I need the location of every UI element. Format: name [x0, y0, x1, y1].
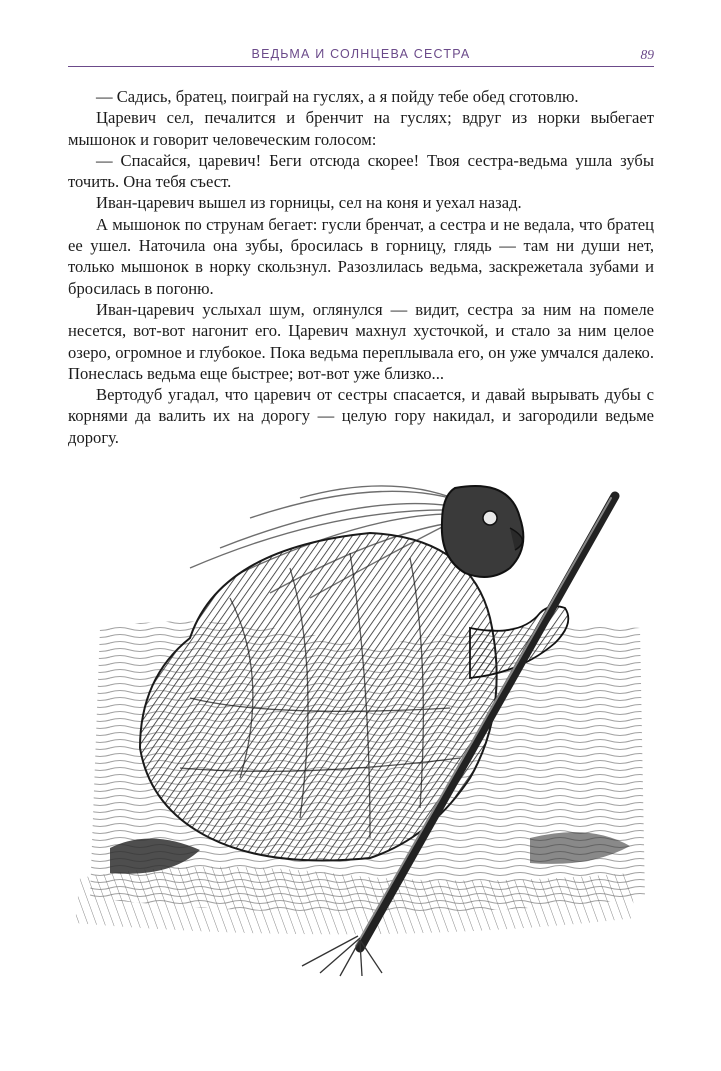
witch-drawing — [70, 478, 654, 978]
paragraph-5: А мышонок по струнам бегает: гусли бренчат, а сестра и не ведала, что братец ее ушел. Наточила она зубы, бросилась в горницу, глядь — там ни души нет, только мышонок в норку скользнул. Разозлилась ведьма, заскрежетала зубами и бросилась в погоню. — [68, 214, 654, 298]
page-number: 89 — [640, 47, 654, 62]
paragraph-7: Вертодуб угадал, что царевич от сестры спасается, и давай вырывать дубы с корнями да валить их на дорогу — целую гору накидал, и загородили ведьме дорогу. — [68, 385, 654, 447]
running-header — [68, 44, 654, 67]
paragraph-3: — Спасайся, царевич! Беги отсюда скорее! Твоя сестра-ведьма ушла зубы точить. Она тебя съест. — [68, 150, 654, 192]
paragraph-2: Царевич сел, печалится и бренчит на гуслях; вдруг из норки выбегает мышонок и говорит человеческим голосом: — [68, 108, 654, 149]
paragraph-4: Иван-царевич вышел из горницы, сел на коня и уехал назад. — [96, 193, 522, 213]
running-title: ВЕДЬМА И СОЛНЦЕВА СЕСТРА — [251, 47, 471, 61]
paragraph-6: Иван-царевич услыхал шум, оглянулся — видит, сестра за ним на помеле несется, вот-вот нагонит его. Царевич махнул хусточкой, и стало за ним целое озеро, огромное и глубокое. Пока ведьма переплывала его, он уже умчался далеко. Понеслась ведьма еще быстрее; вот-вот уже близко... — [68, 299, 654, 383]
broom-bristles — [302, 936, 382, 976]
witch-eye — [483, 511, 497, 525]
witch-illustration — [70, 478, 654, 978]
story-text — [68, 86, 654, 448]
witch-body — [140, 533, 497, 861]
paragraph-1: — Садись, братец, поиграй на гуслях, а я пойду тебе обед сготовлю. — [96, 87, 579, 106]
